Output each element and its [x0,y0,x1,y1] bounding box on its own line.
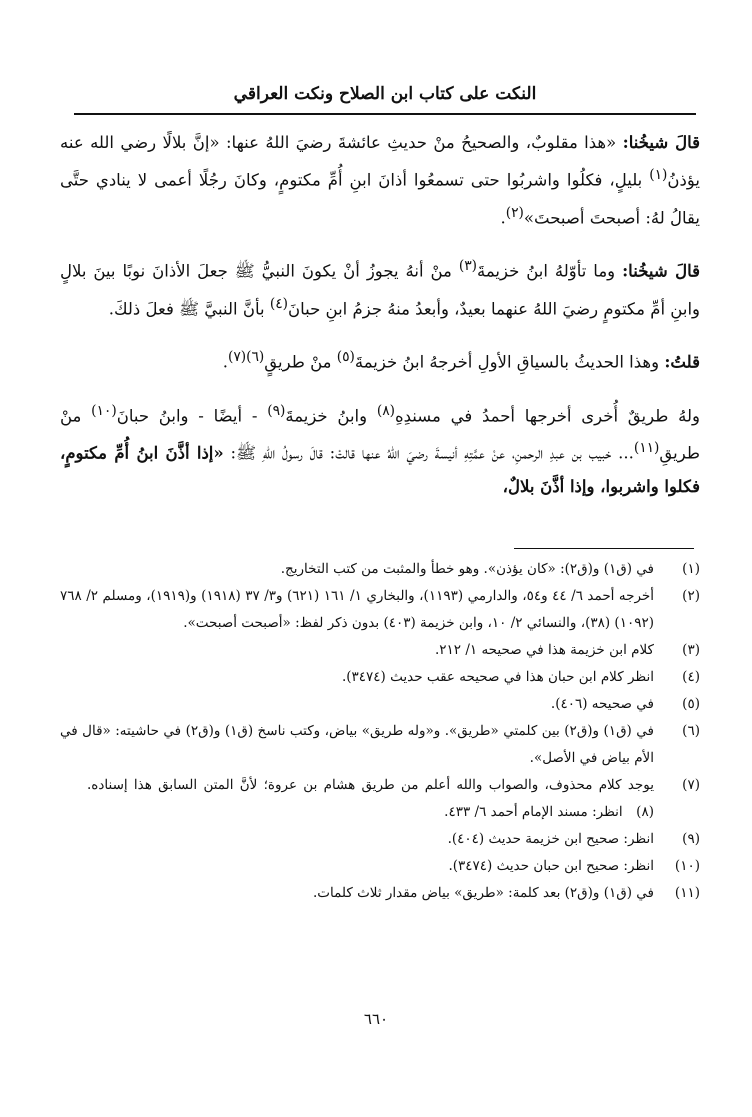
footnote-item [60,637,700,664]
footnote-number: (٧) [682,777,700,793]
paragraph-text: ولهُ طريقٌ أُخرى أخرجها أحمدُ في مسندِهِ [395,406,700,425]
paragraph-text: بأنَّ النبيَّ ﷺ فعلَ ذلكَ. [108,299,270,318]
paragraph-3 [60,341,700,379]
footnote-ref[interactable]: (١١) [633,440,660,456]
paragraph-text: وهذا الحديثُ بالسياقِ الأولِ أخرجهُ ابنُ خزيمةَ [354,352,665,372]
footnote-ref[interactable]: (٧) [228,349,247,365]
footnote-number: (٩) [682,831,700,847]
footnote-item [60,664,700,691]
footnote-text-part: انظر: مسند الإمام أحمد ٦/ ٤٣٣. [444,804,623,820]
footnote-number: (٤) [682,669,700,685]
footnote-item [60,826,700,853]
paragraph-text: - أيضًا - وابنُ حبانَ [116,406,268,425]
footnote-ref[interactable]: (٥) [336,349,355,365]
footnote-number: (١٠) [674,858,700,874]
footnote-number: (٢) [682,588,700,604]
header-divider [74,113,696,115]
footnote-text: كلام ابن خزيمة هذا في صحيحه ١/ ٢١٢. [434,642,654,658]
footnote-item [60,583,700,637]
footnote-number: (٦) [682,723,700,739]
paragraph-text: بليلٍ، فكلُوا واشربُوا حتى تسمعُوا أذانَ ابنِ أُمِّ مكتومٍ، وكانَ رجُلًا أعمى لا ينادي حتَّى يقالُ لهُ: أصبحتَ أصبحتَ» [60,170,700,227]
footnote-text: انظر: صحيح ابن خزيمة حديث (٤٠٤). [447,831,654,847]
footnotes-section [60,556,700,907]
paragraph-text: منْ طريقٍ [264,352,337,372]
paragraph-label: قالَ شيخُنا: [622,133,701,152]
footnote-item [60,556,700,583]
footnote-item [60,772,700,826]
hadith-quote: «إذا أذَّنَ ابنُ أُمِّ مكتومٍ، فكلوا واشربوا، وإذا أذَّنَ بلالٌ، [60,443,700,496]
footnote-text [60,772,654,826]
footnote-text: انظر كلام ابن حبان هذا في صحيحه عقب حديث (٣٤٧٤). [341,669,654,685]
paragraph-text: «هذا مقلوبٌ، والصحيحُ منْ حديثِ عائشةَ رضيَ اللهُ عنها: «إنَّ بلالًا رضي الله عنه يؤذنُ [60,133,700,190]
footnote-number: (١) [682,561,700,577]
footnote-ref[interactable]: (٤) [269,295,288,312]
footnote-number: (٨) [636,804,654,820]
footnote-divider [514,548,694,549]
footnote-item [60,853,700,880]
footnote-ref[interactable]: (١) [649,167,668,183]
paragraph-text: . [222,352,228,372]
footnote-text: انظر: صحيح ابن حبان حديث (٣٤٧٤). [448,858,654,874]
footnote-text-part: يوجد كلام محذوف، والصواب والله أعلم من طريق هشام بن عروة؛ لأنَّ المتن السابق هذا إسناده. [87,777,654,793]
main-text [60,126,700,519]
footnote-item [60,691,700,718]
paragraph-2 [60,250,700,325]
footnote-number: (١١) [674,885,700,901]
footnote-number: (٣) [682,642,700,658]
paragraph-4 [60,395,700,503]
footnote-ref[interactable]: (٣) [458,258,477,274]
footnote-item [60,880,700,907]
footnote-text: في صحيحه (٤٠٦). [550,696,654,712]
footnote-text: في (ق١) و(ق٢) بعد كلمة: «طريق» بياض مقدار ثلاث كلمات. [312,885,654,901]
paragraph-text: ... خبيب بن عبدِ الرحمنِ، عنْ عمَّتِهِ أنيسةَ رضيَ اللهُ عنها قالتْ: قالَ رسولُ اللهِ ﷺ: [223,443,634,463]
page-number: ٦٦٠ [363,1010,389,1028]
footnote-ref[interactable]: (٩) [267,402,286,419]
paragraph-label: قالَ شيخُنا: [622,261,700,281]
footnote-ref[interactable]: (٨) [376,402,395,419]
footnote-ref[interactable]: (١٠) [91,402,117,419]
paragraph-1 [60,126,700,234]
paragraph-text: . [500,208,506,227]
paragraph-label: قلتُ: [664,352,700,372]
running-header: النكت على كتاب ابن الصلاح ونكت العراقي [233,84,537,104]
paragraph-text: منْ طريقِ [60,406,700,463]
footnote-text: في (ق١) و(ق٢): «كان يؤذن». وهو خطأ والمثبت من كتب التخاريج. [280,561,654,577]
footnote-item [60,718,700,772]
footnote-number: (٥) [682,696,700,712]
footnote-text: أخرجه أحمد ٦/ ٤٤ و٥٤، والدارمي (١١٩٣)، والبخاري ١/ ١٦١ (٦٢١) و٣/ ٣٧ (١٩١٨) و(١٩١٩)، ومسلم ٢/ ٧٦٨ (١٠٩٢) (٣٨)، والنسائي ٢/ ١٠، وابن خزيمة (٤٠٣) بدون ذكر لفظ: «أصبحت أصبحت». [60,588,655,631]
footnote-ref[interactable]: (٢) [505,204,524,221]
paragraph-text: وما تأوّلهُ ابنُ خزيمةَ [476,261,623,281]
footnote-ref[interactable]: (٦) [246,349,265,365]
paragraph-text: منْ أنهُ يجوزُ أنْ يكونَ النبيُّ ﷺ جعلَ الأذانَ نوبًا بينَ بلالٍ وابنِ أمِّ مكتومٍ رضيَ اللهُ عنهما بعيدٌ، وأبعدُ منهُ جزمُ ابنِ حبانَ [60,261,700,318]
footnote-text: في (ق١) و(ق٢) بين كلمتي «طريق». و«وله طريق» بياض، وكتب ناسخ (ق١) و(ق٢) في حاشيته: «قال في الأم بياض في الأصل». [60,723,654,766]
paragraph-text: وابنُ خزيمةَ [285,406,377,425]
